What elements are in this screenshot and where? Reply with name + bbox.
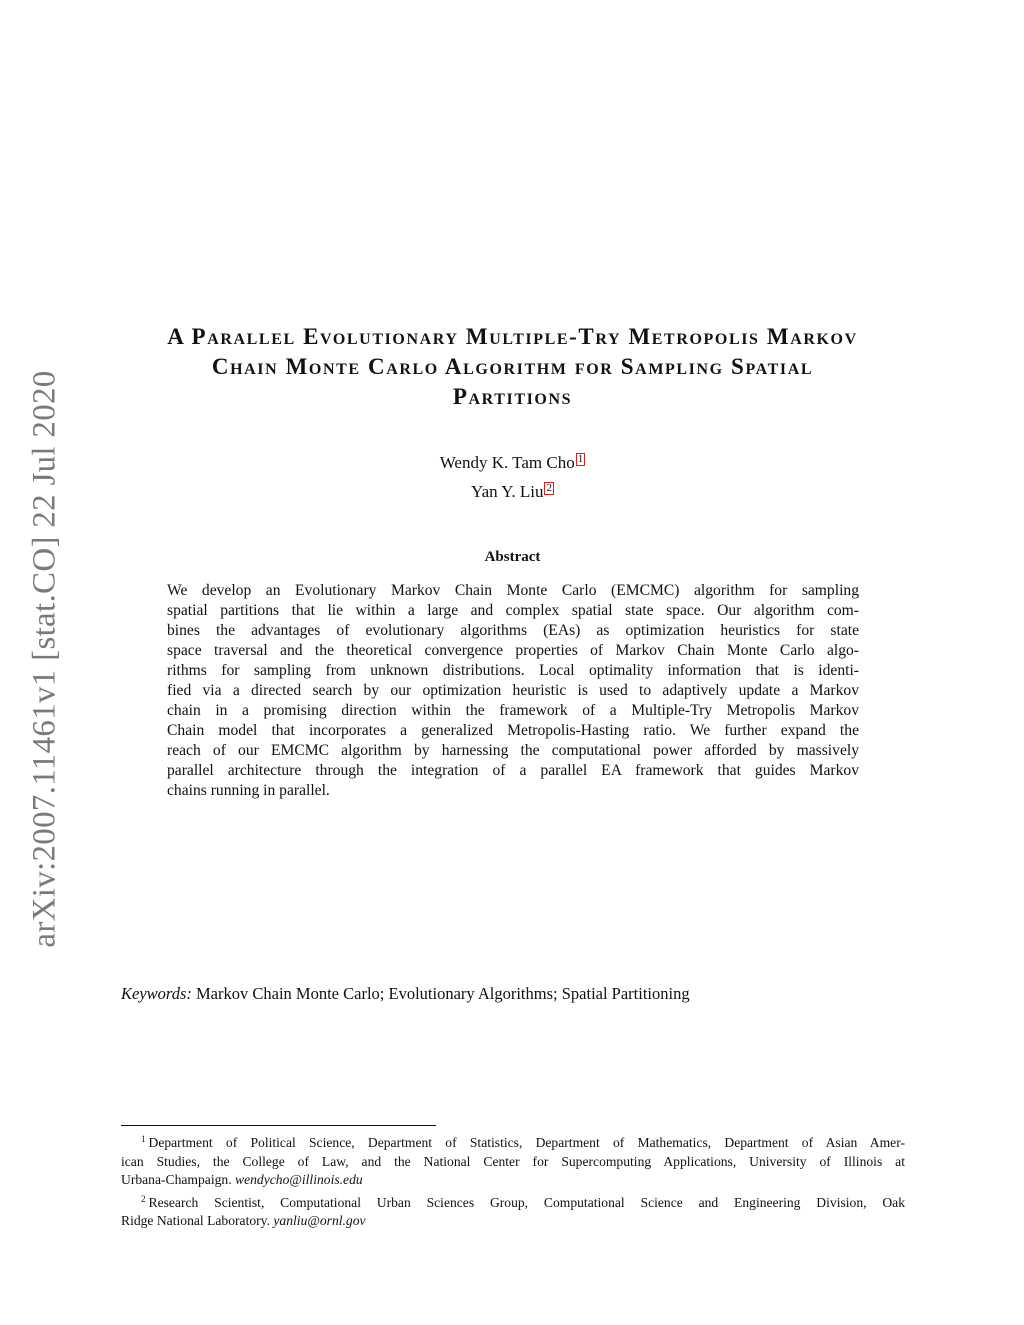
footnote-text: Ridge National Laboratory. <box>121 1213 270 1228</box>
footnote-link[interactable]: 1 <box>577 453 584 465</box>
abstract-line: bines the advantages of evolutionary algorithms (EAs) as optimization heuristics for state <box>167 622 859 639</box>
author <box>120 448 905 477</box>
email-link[interactable]: wendycho@illinois.edu <box>235 1172 363 1187</box>
footnote <box>121 1190 905 1231</box>
email-link[interactable]: yanliu@ornl.gov <box>273 1213 366 1228</box>
footnote-text: Department of Political Science, Department of Statistics, Department of Mathematics, Department of Asian Amer- <box>148 1135 905 1150</box>
abstract-line: chain in a promising direction within the framework of a Multiple-Try Metropolis Markov <box>167 702 859 719</box>
abstract-line: space traversal and the theoretical convergence properties of Markov Chain Monte Carlo algo- <box>167 642 859 659</box>
author-list <box>120 448 905 506</box>
abstract-line: We develop an Evolutionary Markov Chain Monte Carlo (EMCMC) algorithm for sampling <box>167 582 859 599</box>
footnotes <box>121 1130 905 1231</box>
footnote-line <box>121 1130 905 1153</box>
abstract-line: Chain model that incorporates a generalized Metropolis-Hasting ratio. We further expand the <box>167 722 859 739</box>
abstract-line: chains running in parallel. <box>167 782 330 799</box>
author-name: Yan Y. Liu <box>471 482 544 501</box>
footnote <box>121 1130 905 1190</box>
footnote-line <box>121 1190 905 1213</box>
paper-title <box>120 322 905 412</box>
footnote-link[interactable]: 2 <box>546 482 552 494</box>
abstract-line: fied via a directed search by our optimization heuristic is used to adaptively update a Markov <box>167 682 859 699</box>
footnote-text: Urbana-Champaign. <box>121 1172 232 1187</box>
keywords-text: Markov Chain Monte Carlo; Evolutionary Algorithms; Spatial Partitioning <box>196 984 690 1003</box>
footnote-mark: 1 <box>141 1134 146 1144</box>
footnote-line <box>121 1171 905 1190</box>
arxiv-side-stamp: arXiv:2007.11461v1 [stat.CO] 22 Jul 2020 <box>26 370 63 948</box>
footnote-text: Research Scientist, Computational Urban Sciences Group, Computational Science and Engineering Division, Oak <box>148 1194 905 1210</box>
footnote-mark: 2 <box>141 1193 146 1204</box>
abstract-heading: Abstract <box>484 549 541 565</box>
title-line: Partitions <box>452 384 573 409</box>
footnote-line <box>121 1212 905 1231</box>
abstract-line: reach of our EMCMC algorithm by harnessing the computational power afforded by massively <box>167 742 859 759</box>
title-line: Chain Monte Carlo Algorithm for Sampling Spatial <box>211 354 814 379</box>
abstract-body <box>167 581 859 801</box>
keywords <box>121 984 690 1004</box>
abstract-line: spatial partitions that lie within a large and complex spatial state space. Our algorithm com- <box>167 602 859 619</box>
author <box>120 477 905 506</box>
keywords-label: Keywords: <box>121 984 192 1003</box>
footnote-line: ican Studies, the College of Law, and the National Center for Supercomputing Applications, University of Illinois at <box>121 1153 905 1169</box>
footnote-divider <box>121 1125 436 1126</box>
title-line: A Parallel Evolutionary Multiple-Try Metropolis Markov <box>167 324 858 349</box>
abstract-line: rithms for sampling from unknown distributions. Local optimality information that is identi- <box>167 662 859 679</box>
author-name: Wendy K. Tam Cho <box>439 453 575 472</box>
abstract-line: parallel architecture through the integration of a parallel EA framework that guides Markov <box>167 762 859 779</box>
